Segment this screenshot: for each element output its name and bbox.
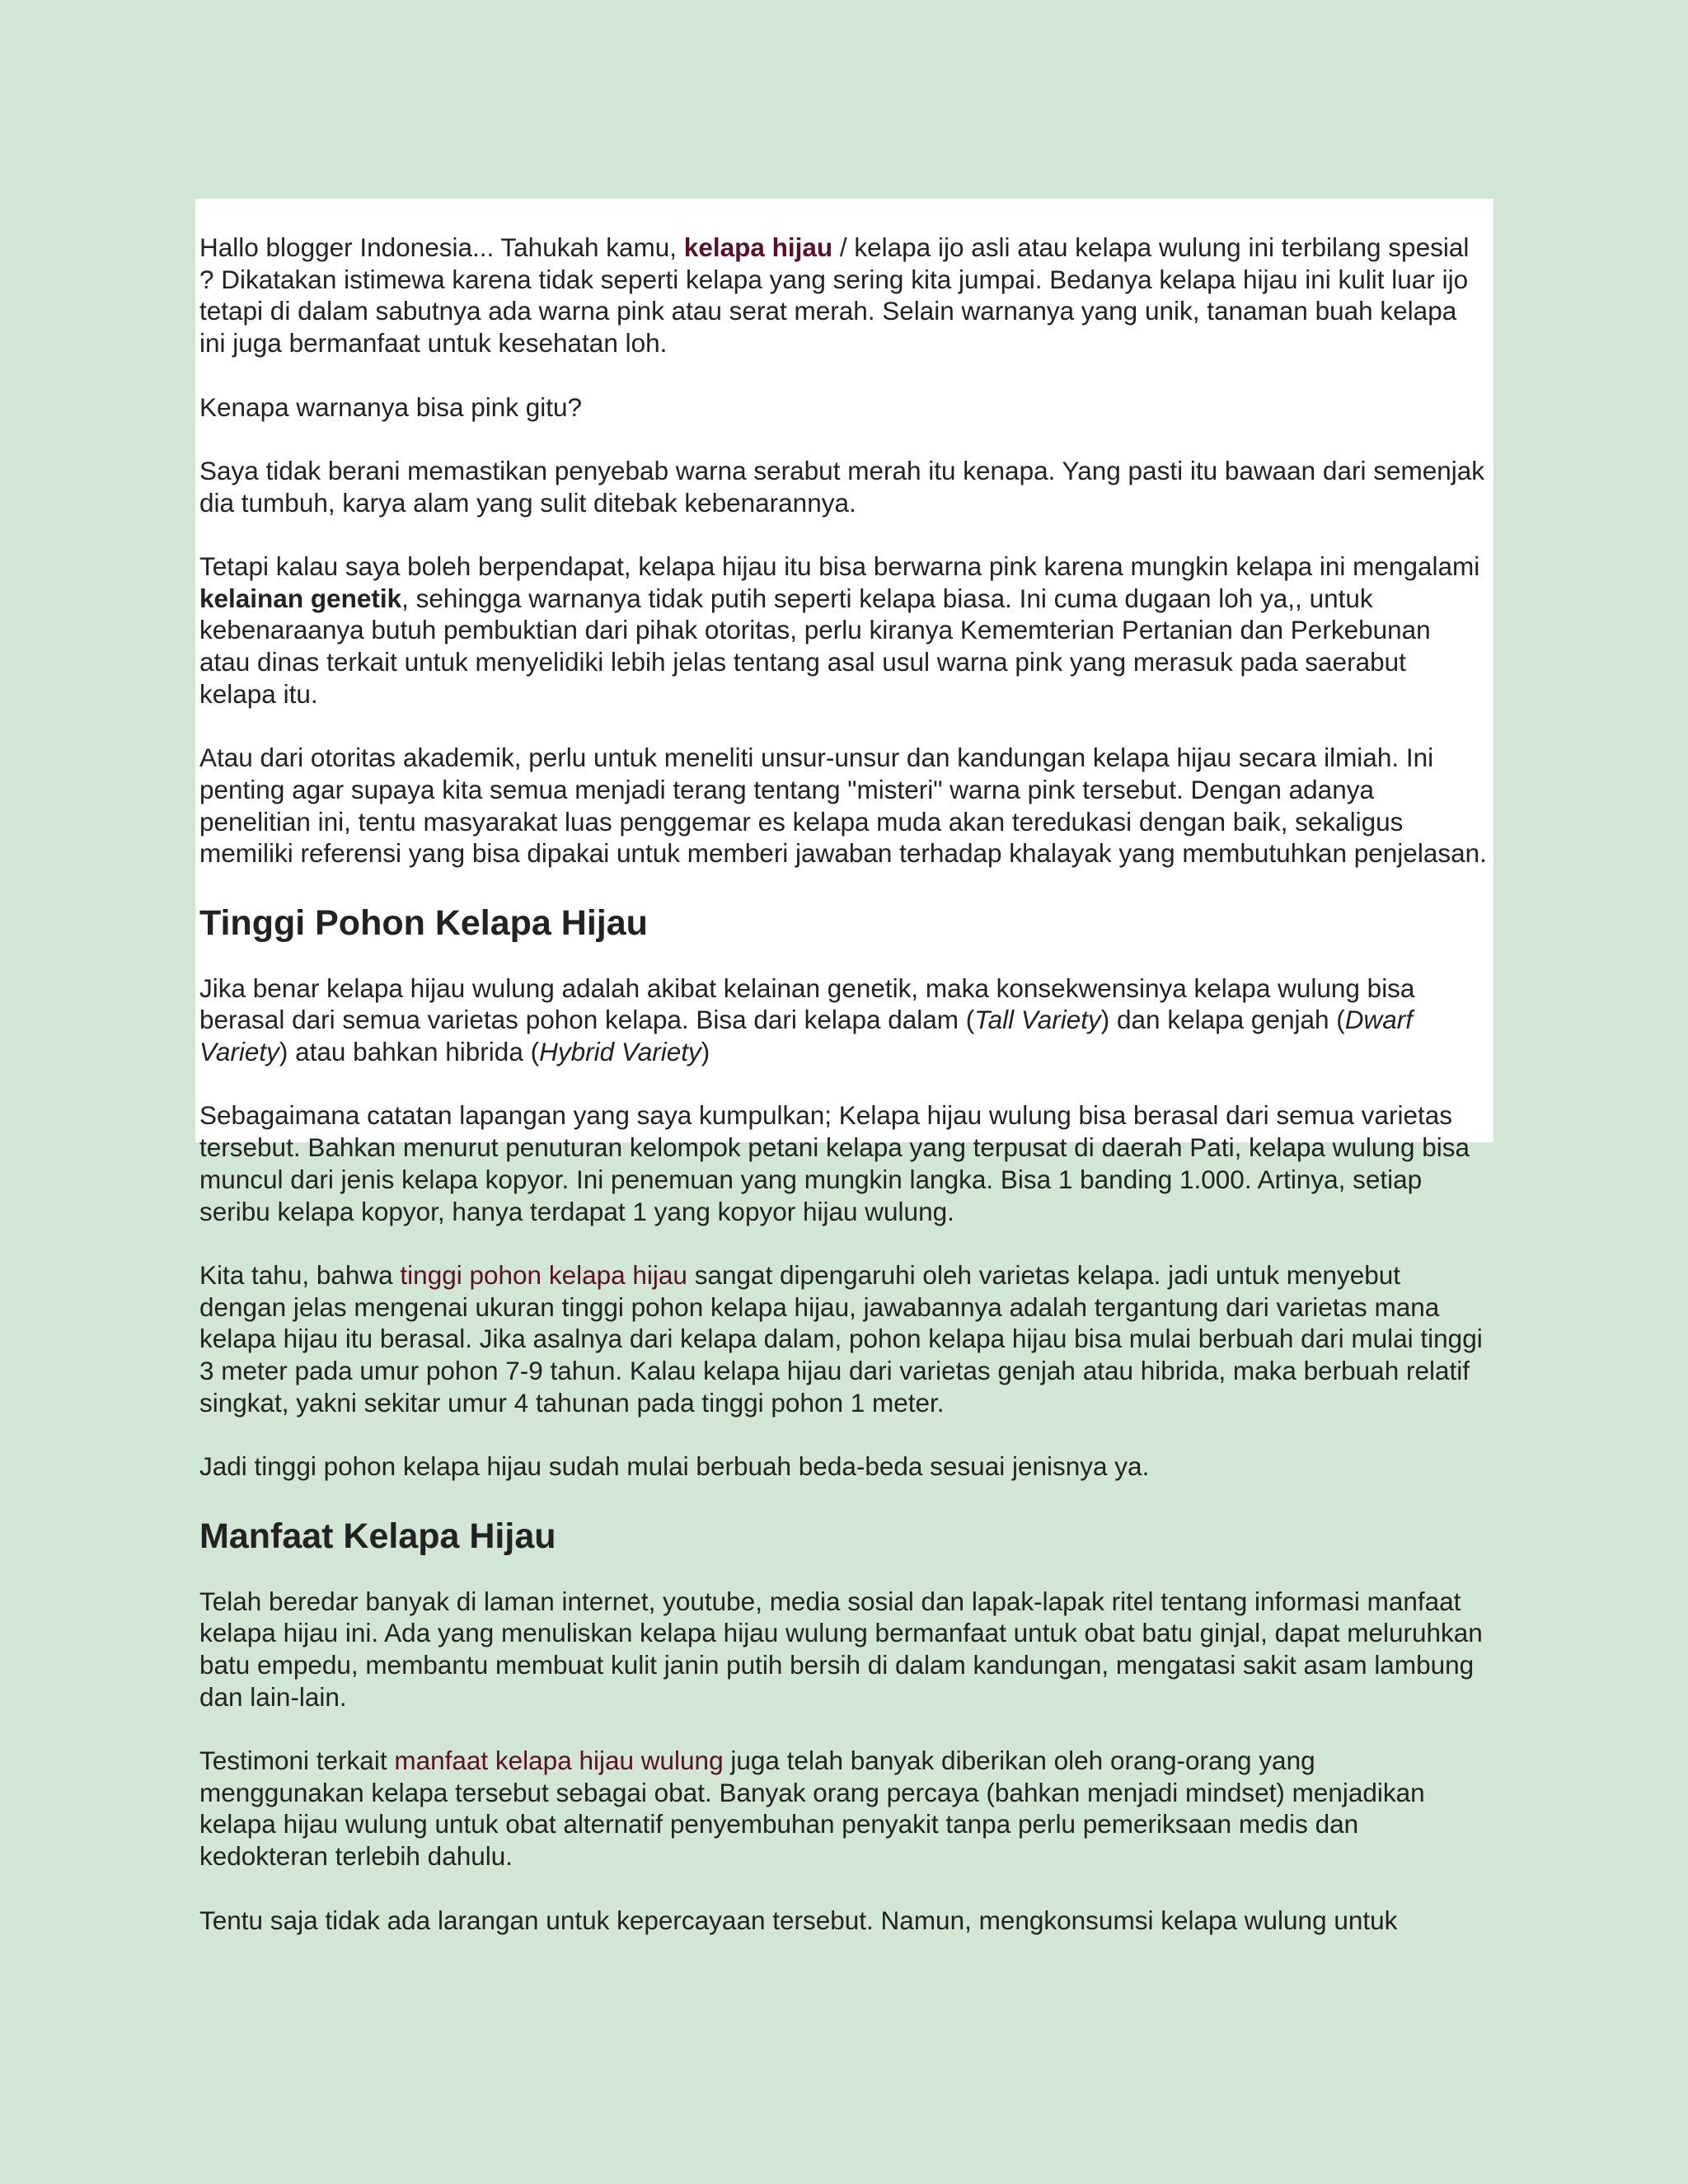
paragraph-field-notes: Sebagaimana catatan lapangan yang saya kumpulkan; Kelapa hijau wulung bisa berasal dari semua varietas tersebut. Bahkan menurut penuturan kelompok petani kelapa yang terpusat di daerah Pati, kelapa wulung bisa muncul dari jenis kelapa kopyor. Ini penemuan yang mungkin langka. Bisa 1 banding 1.000. Artinya, setiap seribu kelapa kopyor, hanya terdapat 1 yang kopyor hijau wulung.: [199, 1100, 1470, 1226]
article-body: [199, 232, 1487, 1968]
heading-tinggi-pohon: Tinggi Pohon Kelapa Hijau: [199, 902, 648, 943]
paragraph-testimonials: Testimoni terkait manfaat kelapa hijau wulung juga telah banyak diberikan oleh orang-orang yang menggunakan kelapa tersebut sebagai obat. Banyak orang percaya (bahkan menjadi mindset) menjadikan kelapa hijau wulung untuk obat alternatif penyembuhan penyakit tanpa perlu pemeriksaan medis dan kedokteran terlebih dahulu.: [199, 1746, 1425, 1872]
paragraph-tree-height: Kita tahu, bahwa tinggi pohon kelapa hijau sangat dipengaruhi oleh varietas kelapa. jadi untuk menyebut dengan jelas mengenai ukuran tinggi pohon kelapa hijau, jawabannya adalah tergantung dari varietas mana kelapa hijau itu berasal. Jika asalnya dari kelapa dalam, pohon kelapa hijau bisa mulai berbuah dari mulai tinggi 3 meter pada umur pohon 7-9 tahun. Kalau kelapa hijau dari varietas genjah atau hibrida, maka berbuah relatif singkat, yakni sekitar umur 4 tahunan pada tinggi pohon 1 meter.: [199, 1259, 1483, 1418]
link-manfaat-kelapa-hijau-wulung[interactable]: manfaat kelapa hijau wulung: [394, 1746, 724, 1776]
paragraph-opinion: Tetapi kalau saya boleh berpendapat, kelapa hijau itu bisa berwarna pink karena mungkin kelapa ini mengalami kelainan genetik, sehingga warnanya tidak putih seperti kelapa biasa. Ini cuma dugaan loh ya,, untuk kebenaraanya butuh pembuktian dari pihak otoritas, perlu kiranya Kememterian Pertanian dan Perkebunan atau dinas terkait untuk menyelidiki lebih jelas tentang asal usul warna pink yang merasuk pada saerabut kelapa itu.: [199, 551, 1480, 709]
italic-hybrid-variety: Hybrid Variety: [539, 1037, 701, 1067]
article-page: [195, 199, 1493, 1935]
paragraph-question: Kenapa warnanya bisa pink gitu?: [199, 391, 583, 422]
italic-tall-variety: Tall Variety: [974, 1005, 1101, 1035]
paragraph-cause: Saya tidak berani memastikan penyebab warna serabut merah itu kenapa. Yang pasti itu bawaan dari semenjak dia tumbuh, karya alam yang sulit ditebak kebenarannya.: [199, 455, 1485, 518]
link-tinggi-pohon-kelapa-hijau[interactable]: tinggi pohon kelapa hijau: [400, 1259, 687, 1290]
paragraph-intro: Hallo blogger Indonesia... Tahukah kamu, kelapa hijau / kelapa ijo asli atau kelapa wulung ini terbilang spesial ? Dikatakan istimewa karena tidak seperti kelapa yang sering kita jumpai. Bedanya kelapa hijau ini kulit luar ijo tetapi di dalam sabutnya ada warna pink atau serat merah. Selain warnanya yang unik, tanaman buah kelapa ini juga bermanfaat untuk kesehatan loh.: [199, 232, 1470, 359]
paragraph-benefits: Telah beredar banyak di laman internet, youtube, media sosial dan lapak-lapak ritel tentang informasi manfaat kelapa hijau ini. Ada yang menuliskan kelapa hijau wulung bermanfaat untuk obat batu ginjal, dapat meluruhkan batu empedu, membantu membuat kulit janin putih bersih di dalam kandungan, mengatasi sakit asam lambung dan lain-lain.: [199, 1586, 1483, 1712]
bold-kelainan-genetik: kelainan genetik: [199, 583, 402, 613]
paragraph-varieties: Jika benar kelapa hijau wulung adalah akibat kelainan genetik, maka konsekwensinya kelapa wulung bisa berasal dari semua varietas pohon kelapa. Bisa dari kelapa dalam (Tall Variety) dan kelapa genjah (Dwarf Variety) atau bahkan hibrida (Hybrid Variety): [199, 972, 1415, 1067]
link-kelapa-hijau[interactable]: kelapa hijau: [683, 232, 833, 262]
paragraph-conclusion-partial: Tentu saja tidak ada larangan untuk kepercayaan tersebut. Namun, mengkonsumsi kelapa wulung untuk: [199, 1905, 1398, 1935]
italic-dwarf-variety: Dwarf Variety: [199, 1005, 1414, 1067]
paragraph-height-summary: Jadi tinggi pohon kelapa hijau sudah mulai berbuah beda-beda sesuai jenisnya ya.: [199, 1451, 1150, 1482]
paragraph-academic: Atau dari otoritas akademik, perlu untuk meneliti unsur-unsur dan kandungan kelapa hijau secara ilmiah. Ini penting agar supaya kita semua menjadi terang tentang "misteri" warna pink tersebut. Dengan adanya penelitian ini, tentu masyarakat luas penggemar es kelapa muda akan teredukasi dengan baik, sekaligus memiliki referensi yang bisa dipakai untuk memberi jawaban terhadap khalayak yang membutuhkan penjelasan.: [199, 743, 1487, 869]
heading-manfaat: Manfaat Kelapa Hijau: [199, 1516, 556, 1556]
